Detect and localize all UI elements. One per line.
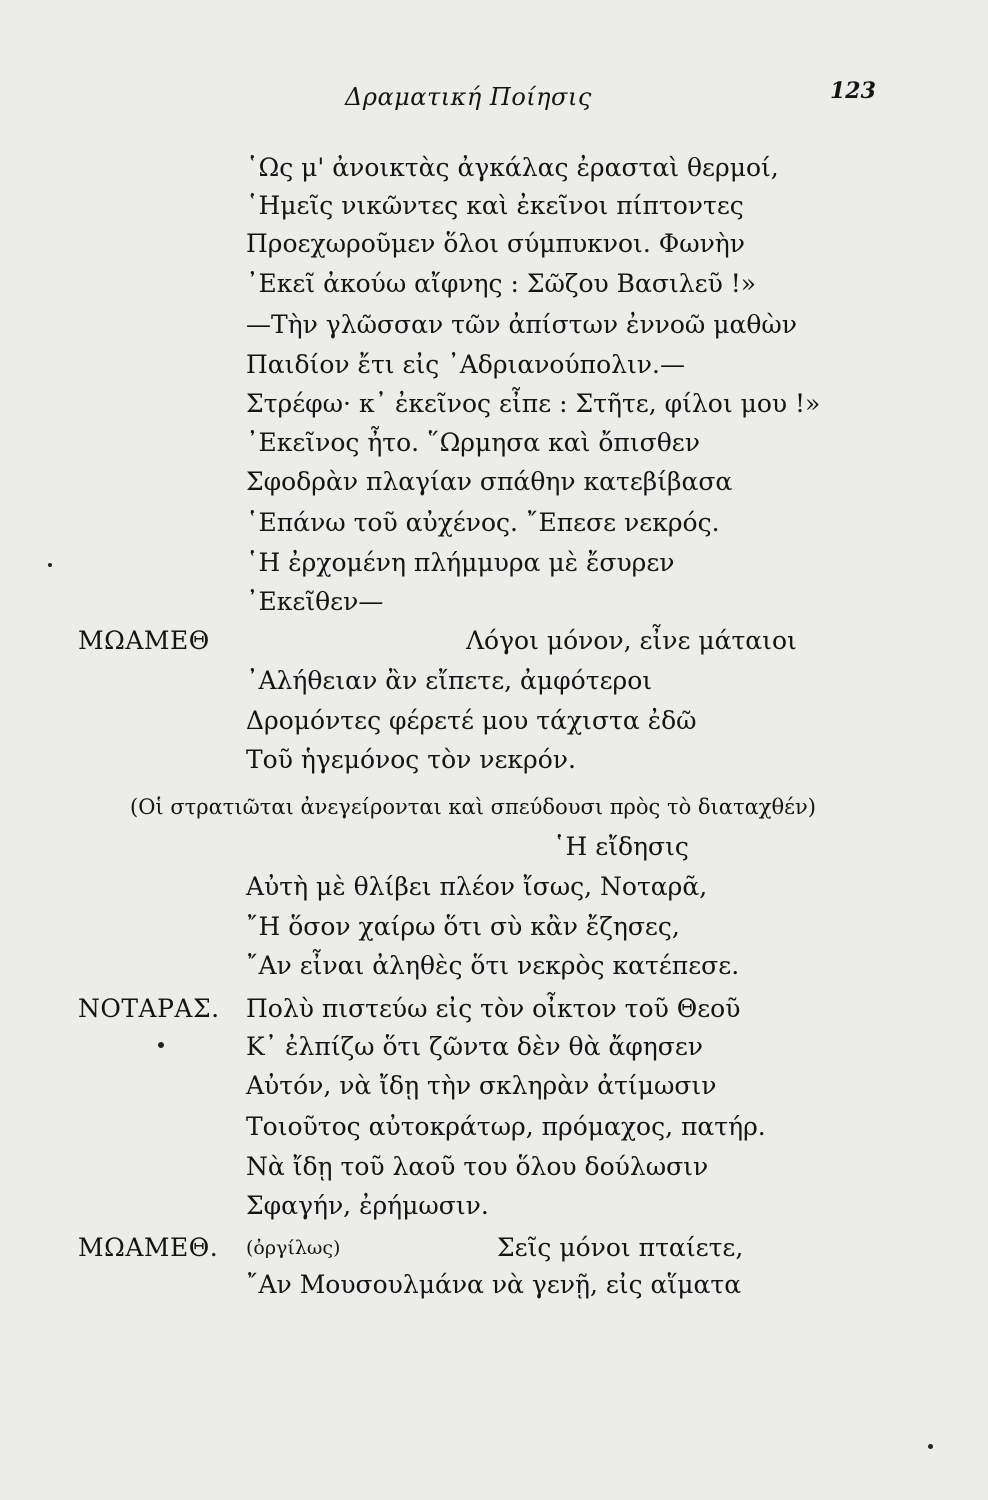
verse-line: Τοῦ ἡγεμόνος τὸν νεκρόν. bbox=[246, 745, 576, 774]
verse-line: ῾Ημεῖς νικῶντες καὶ ἐκεῖνοι πίπτοντες bbox=[246, 191, 744, 220]
verse-line: Παιδίον ἔτι εἰς ᾿Αδριανούπολιν.— bbox=[246, 350, 685, 379]
verse-line: Νὰ ἴδῃ τοῦ λαοῦ του ὅλου δούλωσιν bbox=[246, 1152, 709, 1181]
verse-line: ῎Η ὅσον χαίρω ὅτι σὺ κἂν ἔζησες, bbox=[246, 912, 680, 941]
verse-line: Στρέφω· κ᾿ ἐκεῖνος εἶπε : Στῆτε, φίλοι μου !» bbox=[246, 389, 821, 418]
running-title: Δραματική Ποίησις bbox=[345, 83, 592, 111]
verse-line: Αὐτὴ μὲ θλίβει πλέον ἴσως, Νοταρᾶ, bbox=[246, 872, 708, 901]
verse-line: ῾Η ἐρχομένη πλήμμυρα μὲ ἔσυρεν bbox=[246, 548, 675, 577]
verse-line: Δρομόντες φέρετέ μου τάχιστα ἐδῶ bbox=[246, 706, 697, 735]
verse-line: Πολὺ πιστεύω εἰς τὸν οἶκτον τοῦ Θεοῦ bbox=[246, 994, 741, 1023]
speaker-name: ΝΟΤΑΡΑΣ. bbox=[78, 994, 220, 1023]
speaker-name: ΜΩΑΜΕΘ bbox=[78, 626, 210, 655]
verse-line: ῾Επάνω τοῦ αὐχένος. ῎Επεσε νεκρός. bbox=[246, 508, 720, 537]
verse-line: Σφαγήν, ἐρήμωσιν. bbox=[246, 1191, 489, 1220]
verse-line: Αὐτόν, νὰ ἴδῃ τὴν σκληρὰν ἀτίμωσιν bbox=[246, 1071, 717, 1100]
verse-line: ᾿Εκεῖνος ἦτο. ῞Ωρμησα καὶ ὄπισθεν bbox=[246, 428, 700, 457]
verse-line: Προεχωροῦμεν ὅλοι σύμπυκνοι. Φωνὴν bbox=[246, 229, 745, 258]
verse-line: Σφοδρὰν πλαγίαν σπάθην κατεβίβασα bbox=[246, 467, 733, 496]
verse-line: Σεῖς μόνοι πταίετε, bbox=[497, 1233, 744, 1262]
page-number: 123 bbox=[830, 78, 876, 104]
verse-line: ῾Ως μ' ἀνοικτὰς ἀγκάλας ἐρασταὶ θερμοί, bbox=[246, 153, 779, 182]
stage-direction-inline: (ὀργίλως) bbox=[246, 1237, 341, 1259]
verse-line: ᾿Εκεῖ ἀκούω αἴφνης : Σῶζου Βασιλεῦ !» bbox=[246, 269, 757, 298]
verse-line: ῾Η εἴδησις bbox=[553, 832, 689, 861]
stage-direction: (Οἱ στρατιῶται ἀνεγείρονται καὶ σπεύδουσι πρὸς τὸ διαταχθέν) bbox=[130, 795, 816, 819]
verse-line: —Τὴν γλῶσσαν τῶν ἀπίστων ἐννοῶ μαθὼν bbox=[246, 310, 797, 339]
verse-line: Λόγοι μόνον, εἶνε μάταιοι bbox=[466, 626, 797, 655]
verse-line: Τοιοῦτος αὐτοκράτωρ, πρόμαχος, πατήρ. bbox=[246, 1112, 766, 1141]
ink-speck bbox=[48, 563, 52, 567]
speaker-name: ΜΩΑΜΕΘ. bbox=[78, 1233, 219, 1262]
ink-speck bbox=[928, 1444, 933, 1449]
verse-line: ῎Αν Μουσουλμάνα νὰ γενῇ, εἰς αἵματα bbox=[246, 1270, 742, 1299]
verse-line: ᾿Εκεῖθεν— bbox=[246, 587, 384, 616]
verse-line: ᾿Αλήθειαν ἂν εἴπετε, ἀμφότεροι bbox=[246, 666, 653, 695]
ink-speck bbox=[158, 1042, 164, 1048]
verse-line: Κ᾿ ἐλπίζω ὅτι ζῶντα δὲν θὰ ἄφησεν bbox=[246, 1032, 703, 1061]
verse-line: ῎Αν εἶναι ἀληθὲς ὅτι νεκρὸς κατέπεσε. bbox=[246, 951, 740, 980]
